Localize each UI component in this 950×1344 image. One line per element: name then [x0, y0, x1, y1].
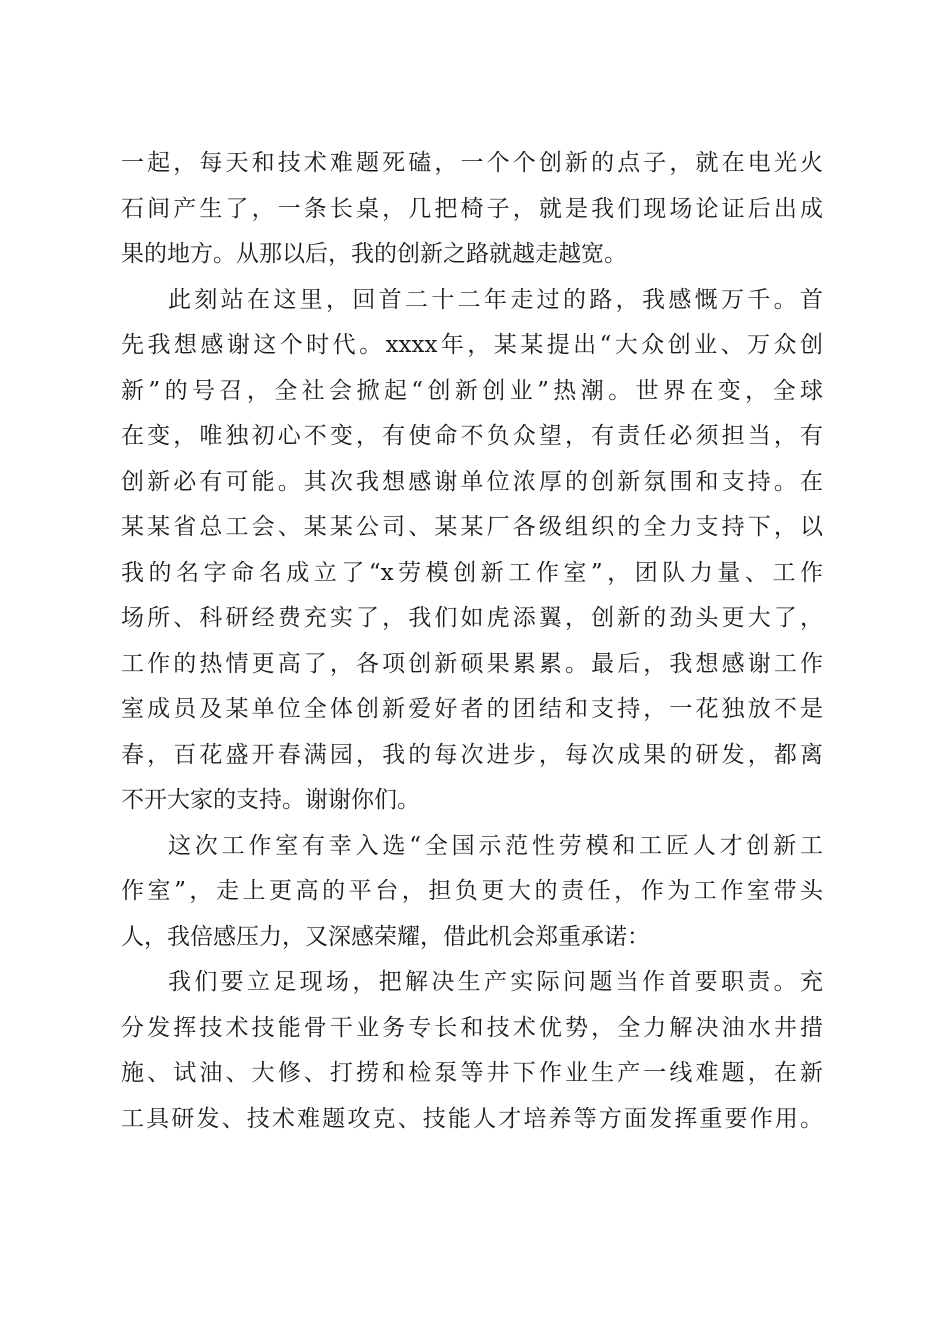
text-line: 一起，每天和技术难题死磕，一个个创新的点子，就在电光火 — [121, 150, 823, 176]
paragraph-4 — [121, 960, 823, 1142]
document-body — [121, 141, 823, 1142]
text-line: 分发挥技术技能骨干业务专长和技术优势，全力解决油水井措 — [121, 1014, 823, 1041]
text-line: 我的名字命名成立了“x劳模创新工作室”，团队力量、工作 — [121, 559, 823, 586]
text-line: 人，我倍感压力，又深感荣耀，借此机会郑重承诺： — [121, 923, 650, 950]
text-line: 此刻站在这里，回首二十二年走过的路，我感慨万千。首 — [168, 286, 823, 313]
paragraph-2 — [121, 278, 823, 824]
text-line: 春，百花盛开春满园，我的每次进步，每次成果的研发，都离 — [121, 741, 823, 768]
text-line: 施、试油、大修、打捞和检泵等井下作业生产一线难题，在新 — [121, 1060, 823, 1086]
text-line: 工作的热情更高了，各项创新硕果累累。最后，我想感谢工作 — [121, 650, 823, 677]
text-line: 不开大家的支持。谢谢你们。 — [121, 787, 420, 813]
text-line: 场所、科研经费充实了，我们如虎添翼，创新的劲头更大了， — [121, 605, 823, 631]
text-line: 这次工作室有幸入选“全国示范性劳模和工匠人才创新工 — [168, 832, 823, 859]
text-line: 室成员及某单位全体创新爱好者的团结和支持，一花独放不是 — [121, 696, 823, 722]
text-line: 石间产生了，一条长桌，几把椅子，就是我们现场论证后出成 — [121, 195, 823, 222]
text-line: 先我想感谢这个时代。xxxx年，某某提出“大众创业、万众创 — [121, 332, 823, 358]
text-line: 作室”，走上更高的平台，担负更大的责任，作为工作室带头 — [121, 878, 823, 904]
text-line: 我们要立足现场，把解决生产实际问题当作首要职责。充 — [168, 969, 823, 995]
text-line: 果的地方。从那以后，我的创新之路就越走越宽。 — [121, 241, 627, 267]
paragraph-3 — [121, 824, 823, 961]
text-line: 新”的号召，全社会掀起“创新创业”热潮。世界在变，全球 — [121, 377, 823, 404]
paragraph-1 — [121, 141, 823, 278]
text-line: 工具研发、技术难题攻克、技能人才培养等方面发挥重要作用。 — [121, 1105, 823, 1132]
text-line: 创新必有可能。其次我想感谢单位浓厚的创新氛围和支持。在 — [121, 468, 823, 495]
text-line: 在变，唯独初心不变，有使命不负众望，有责任必须担当，有 — [121, 423, 823, 449]
text-line: 某某省总工会、某某公司、某某厂各级组织的全力支持下，以 — [121, 514, 823, 540]
